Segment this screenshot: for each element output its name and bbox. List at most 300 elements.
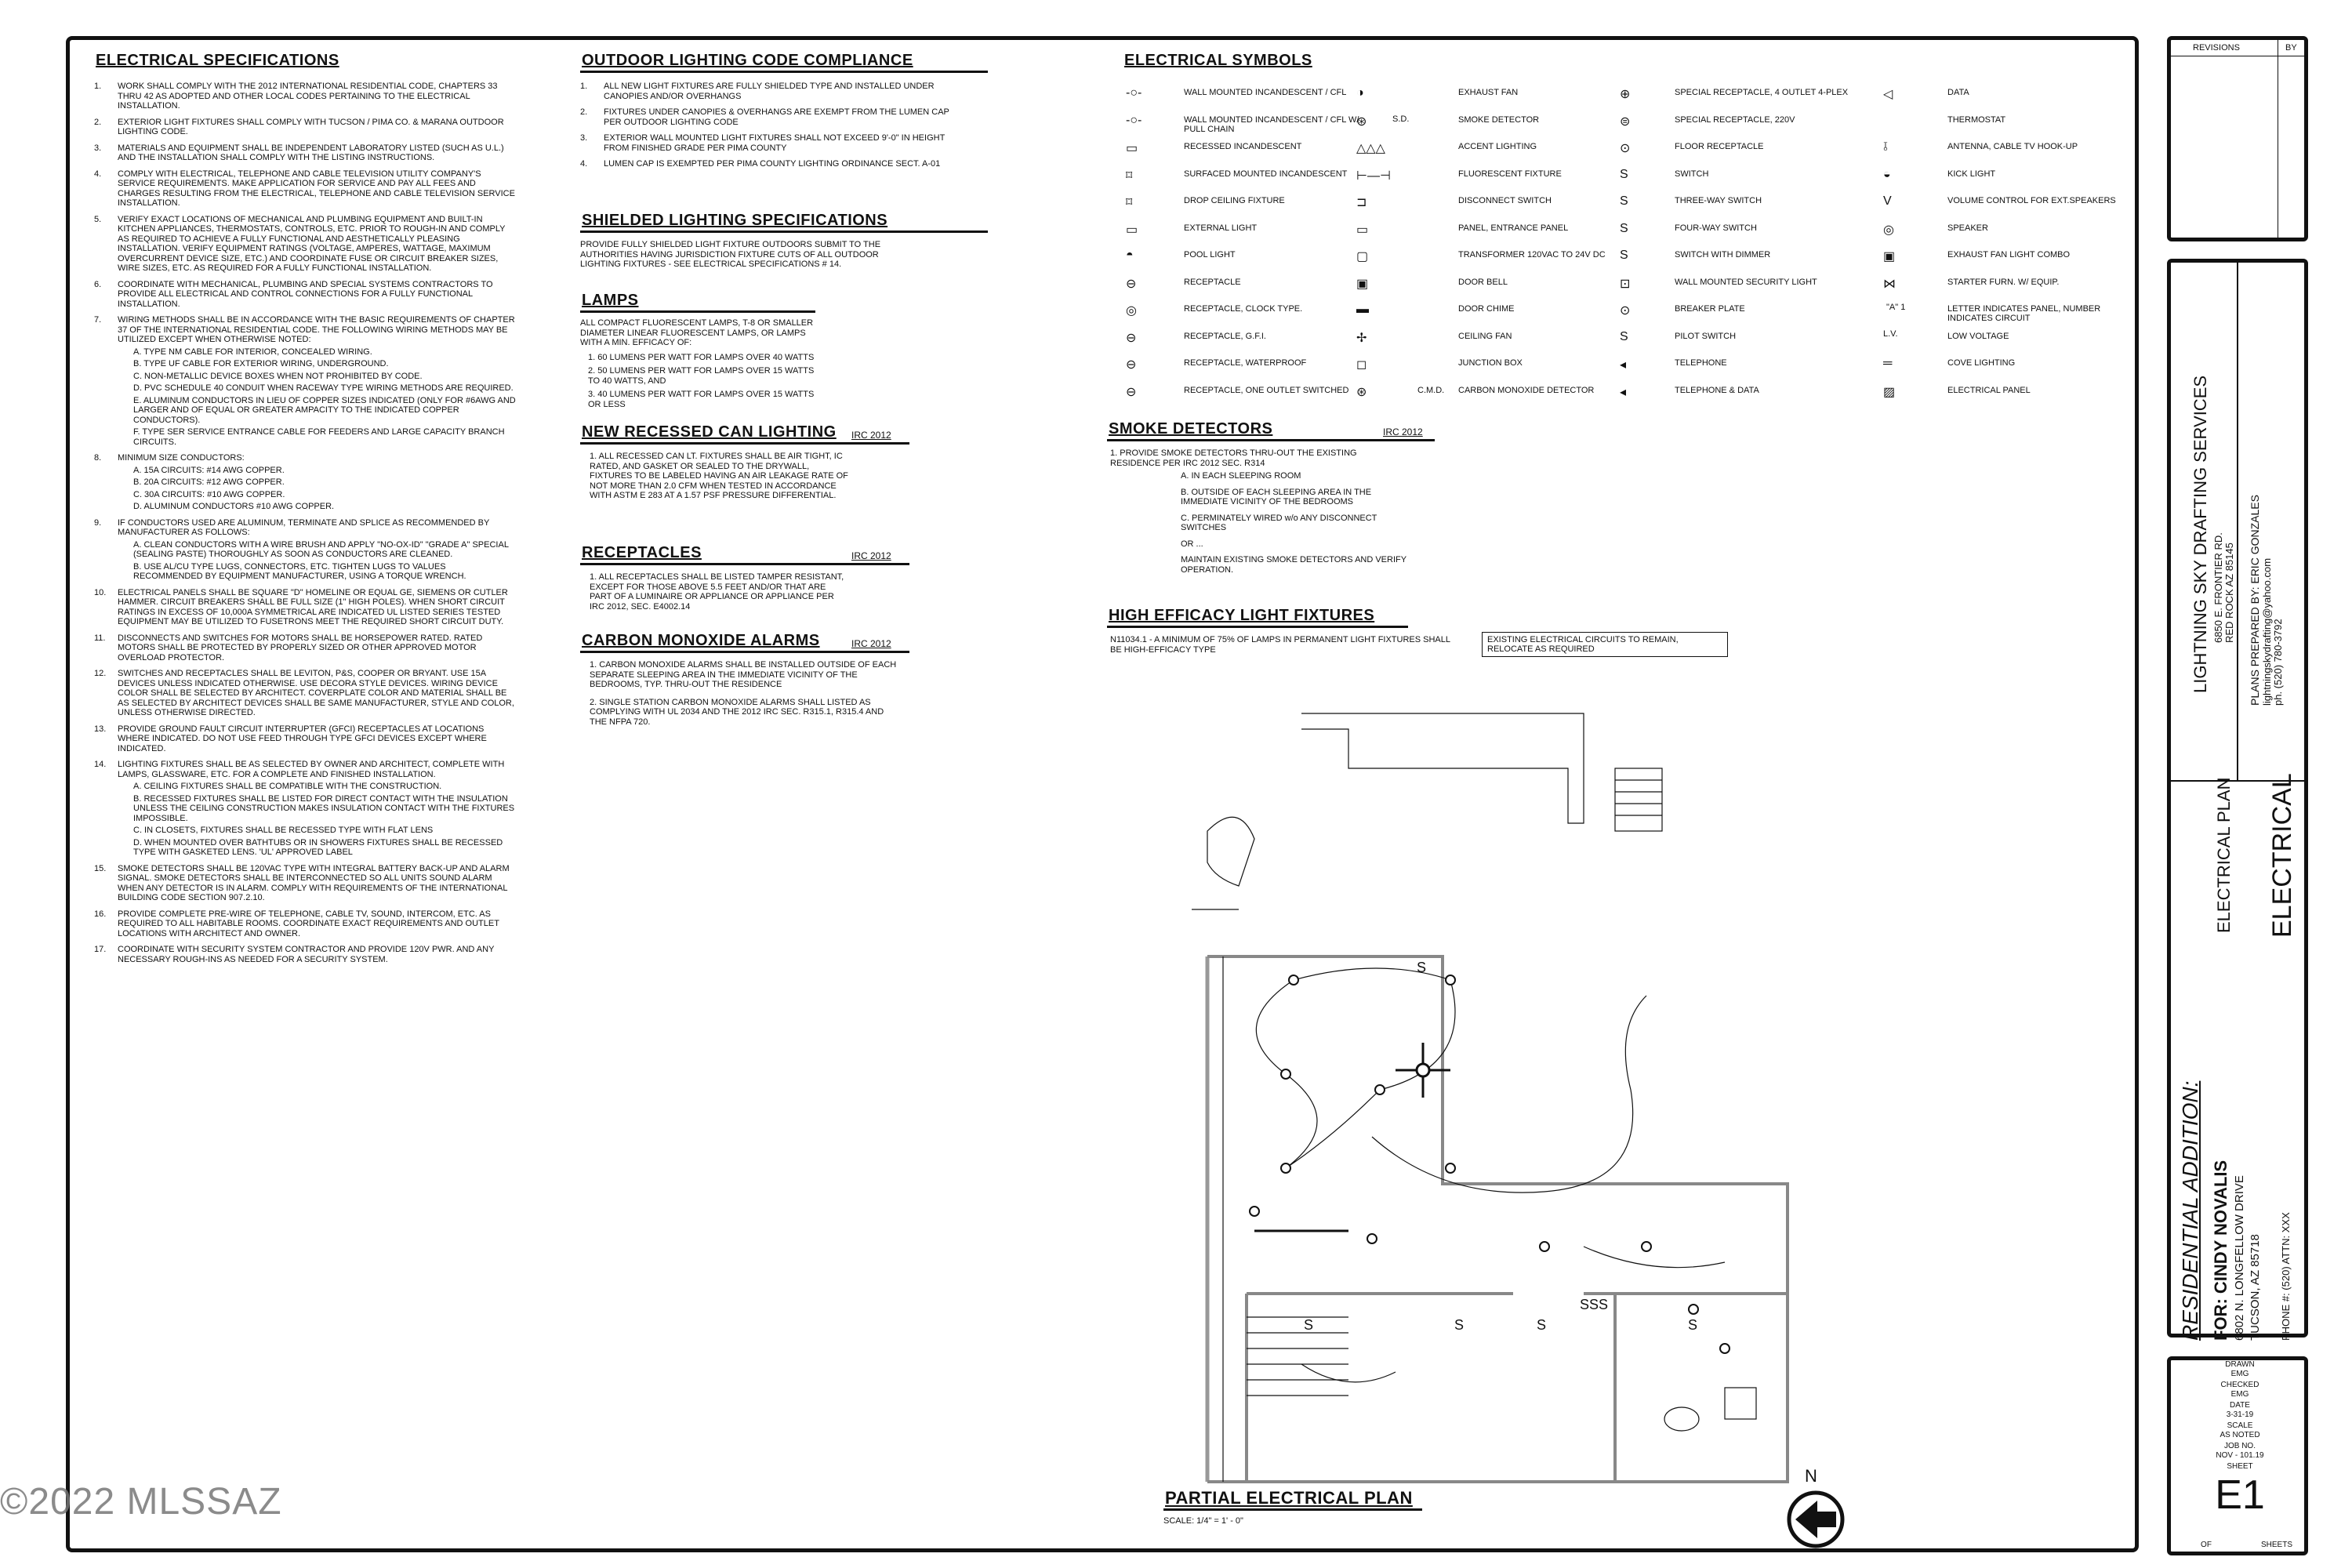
- spec-subitem: E. ALUMINUM CONDUCTORS IN LIEU OF COPPER SIZES INDICATED (ONLY FOR #6AWG AND LARGER AND OF EQUAL OR GREATER AMPACITY TO THE INDICATED COPPER CONDUCTORS).: [133, 395, 516, 425]
- smoke-item: A. IN EACH SLEEPING ROOM: [1181, 471, 1301, 481]
- plan-title: PARTIAL ELECTRICAL PLAN: [1165, 1488, 1413, 1508]
- col1-glyph-icon: ⊖: [1126, 277, 1137, 291]
- spec-subitem: F. TYPE SER SERVICE ENTRANCE CABLE FOR FEEDERS AND LARGE CAPACITY BRANCH CIRCUITS.: [133, 427, 505, 447]
- spec-body: [118, 280, 517, 310]
- col3-glyph-icon: S: [1620, 329, 1628, 343]
- spec-item: [94, 518, 517, 582]
- drawn-label: DRAWN: [2225, 1360, 2255, 1369]
- spec-body: [118, 143, 517, 163]
- col3-glyph-icon: S: [1620, 249, 1628, 262]
- col3-label: WALL MOUNTED SECURITY LIGHT: [1675, 277, 1817, 287]
- spec-subitem: B. RECESSED FIXTURES SHALL BE LISTED FOR DIRECT CONTACT WITH THE INSULATION UNLESS THE CEILING CONSTRUCTION MAKES INSULATION CONTACT WITH THE FIXTURES IMPOSSIBLE.: [133, 793, 515, 823]
- col3-label: FOUR-WAY SWITCH: [1675, 223, 1757, 233]
- spec-text: VERIFY EXACT LOCATIONS OF MECHANICAL AND PLUMBING EQUIPMENT AND BUILT-IN KITCHEN APPLIANCES, THERMOSTATS, CONTROLS, ETC. PRIOR TO ROUGH-IN AND COMPLY AS REQUIRED TO ACHIEVE A FULLY FUNCTIONAL AND AESTHETICALLY PLEASING INSTALLATION. VERIFY EQUIPMENT RATINGS (VOLTAGE, AMPERES, WATTAGE, MAXIMUM OVERCURRENT DEVICE SIZE, ETC.) AND COORDINATE FUSE OR CIRCUIT BREAKER SIZES, WIRE SIZES, ETC. AS REQUIRED FOR A FULLY FUNCTIONAL INSTALLATION.: [118, 214, 506, 273]
- col2-glyph-icon: ⊐: [1356, 196, 1367, 209]
- tb-vertical-divider: [2237, 263, 2238, 780]
- spec-number: 3.: [94, 143, 102, 153]
- col2-label: CEILING FAN: [1458, 331, 1512, 341]
- outdoor-lighting-rule: [580, 71, 988, 73]
- spec-text: COORDINATE WITH MECHANICAL, PLUMBING AND SPECIAL SYSTEMS CONTRACTORS TO PROVIDE ALL ELECTRICAL AND CONTROL CONNECTIONS FOR A FULLY FUNCTIONAL INSTALLATION.: [118, 279, 493, 309]
- scale-value: AS NOTED: [2220, 1431, 2260, 1439]
- watermark: ©2022 MLSSAZ: [0, 1481, 282, 1523]
- company-phone: ph. (520) 780-3792: [2272, 619, 2284, 706]
- client-address-2: TUCSON, AZ 85718: [2249, 1234, 2262, 1341]
- col1-glyph-icon: -○-: [1126, 113, 1142, 127]
- lamps-title: LAMPS: [582, 292, 639, 309]
- col3-glyph-icon: ⊕: [1620, 88, 1631, 101]
- col4-label: SPEAKER: [1947, 223, 1988, 233]
- col2-glyph-icon: ⊢—⊣: [1356, 169, 1391, 183]
- client-name: FOR: CINDY NOVALIS: [2211, 1160, 2230, 1341]
- col1-glyph-icon: ▭: [1126, 223, 1138, 237]
- stair-top: [1615, 768, 1662, 831]
- spec-number: 5.: [94, 214, 102, 224]
- spec-subitem: B. USE AL/CU TYPE LUGS, CONNECTORS, ETC. TIGHTEN LUGS TO VALUES RECOMMENDED BY EQUIPMENT MANUFACTURER, USING A TORQUE WRENCH.: [133, 561, 466, 581]
- col4-label: STARTER FURN. W/ EQUIP.: [1947, 277, 2060, 287]
- spec-body: [118, 864, 517, 903]
- col1-label: SURFACED MOUNTED INCANDESCENT: [1184, 169, 1348, 179]
- of-label: OF: [2201, 1541, 2212, 1549]
- lamps-item: 3. 40 LUMENS PER WATT FOR LAMPS OVER 15 WATTS OR LESS: [588, 390, 815, 409]
- spec-item: [94, 669, 517, 718]
- date-label: DATE: [2230, 1401, 2250, 1410]
- lamps-item: 2. 50 LUMENS PER WATT FOR LAMPS OVER 15 WATTS TO 40 WATTS, AND: [588, 366, 815, 386]
- recessed-rule: [580, 442, 909, 445]
- col3-glyph-icon: S: [1620, 194, 1628, 208]
- col4-glyph-icon: ◁: [1883, 88, 1893, 101]
- lamps-intro: ALL COMPACT FLUORESCENT LAMPS, T-8 OR SMALLER DIAMETER LINEAR FLUORESCENT LAMPS, OR LAMPS WITH A MIN. EFFICACY OF:: [580, 318, 814, 347]
- spec-subitem: A. 15A CIRCUITS: #14 AWG COPPER.: [133, 465, 285, 475]
- list-item: [580, 159, 964, 169]
- list-item: [580, 107, 964, 127]
- smoke-item: MAINTAIN EXISTING SMOKE DETECTORS AND VERIFY OPERATION.: [1181, 555, 1406, 575]
- col3-label: PILOT SWITCH: [1675, 331, 1737, 341]
- col3-label: SWITCH WITH DIMMER: [1675, 250, 1771, 260]
- spec-number: 12.: [94, 669, 107, 678]
- spec-number: 11.: [94, 633, 106, 643]
- col2-label: CARBON MONOXIDE DETECTOR: [1458, 385, 1595, 395]
- col4-glyph-icon: ▣: [1883, 250, 1896, 263]
- col1-label: RECEPTACLE, ONE OUTLET SWITCHED: [1184, 385, 1349, 395]
- spec-number: 2.: [94, 117, 102, 127]
- spec-text: SMOKE DETECTORS SHALL BE 120VAC TYPE WITH INTEGRAL BATTERY BACK-UP AND ALARM SIGNAL. SMOKE DETECTORS SHALL BE INTERCONNECTED SO ALL UNITS SOUND ALARM WHEN ANY DETECTOR IS IN ALARM. COMPLY WITH REQUIREMENTS OF THE INTERNATIONAL BUILDING CODE SECTION 907.2.10.: [118, 863, 510, 902]
- col1-label: RECEPTACLE, G.F.I.: [1184, 331, 1266, 341]
- spec-subitem: B. TYPE UF CABLE FOR EXTERIOR WIRING, UNDERGROUND.: [133, 359, 389, 368]
- spec-text: PROVIDE GROUND FAULT CIRCUIT INTERRUPTER (GFCI) RECEPTACLES AT LOCATIONS WHERE INDICATED. DO NOT USE FEED THROUGH TYPE GFCI DEVICES EXCEPT WHERE INDICATED.: [118, 724, 487, 753]
- col3-label: SPECIAL RECEPTACLE, 220V: [1675, 114, 1795, 125]
- drawn-value: EMG: [2230, 1370, 2249, 1378]
- col1-label: RECEPTACLE, CLOCK TYPE.: [1184, 304, 1303, 314]
- switch-label: S: [1417, 960, 1427, 975]
- receptacles-text: [590, 572, 848, 615]
- spec-subitem: A. CLEAN CONDUCTORS WITH A WIRE BRUSH AND APPLY "NO-OX-ID" "GRADE A" SPECIAL (SEALING PASTE) THOROUGHLY AS SOON AS CONDUCTORS ARE CLEANED.: [133, 539, 509, 559]
- spiral-stair: [1207, 817, 1254, 886]
- sheets-label: SHEETS: [2260, 1541, 2292, 1549]
- client-address-1: 6802 N. LONGFELLOW DRIVE: [2233, 1175, 2246, 1341]
- col3-glyph-icon: ⊜: [1620, 114, 1631, 129]
- outdoor-lighting-title: OUTDOOR LIGHTING CODE COMPLIANCE: [582, 52, 913, 69]
- revisions-block: [2167, 36, 2308, 241]
- spec-item: [94, 453, 517, 512]
- switch-label: S: [1688, 1317, 1698, 1333]
- spec-body: [118, 518, 517, 582]
- receptacles-paragraph: 1. ALL RECEPTACLES SHALL BE LISTED TAMPER RESISTANT, EXCEPT FOR THOSE ABOVE 5.5 FEET AND/OR THAT ARE PART OF A LUMINAIRE OR APPLIANCE OR APPLIANCE PER IRC 2012, SEC. E4002.14: [590, 572, 844, 612]
- col2-label: PANEL, ENTRANCE PANEL: [1458, 223, 1569, 233]
- col3-glyph-icon: ⊡: [1620, 277, 1631, 291]
- list-item: [580, 133, 964, 153]
- plan-scale: SCALE: 1/4" = 1' - 0": [1163, 1516, 1243, 1526]
- sheet-number: E1: [2215, 1472, 2265, 1518]
- col2-glyph-icon: ▣: [1356, 277, 1369, 291]
- by-label: BY: [2285, 43, 2297, 53]
- spec-subitem: A. CEILING FIXTURES SHALL BE COMPATIBLE WITH THE CONSTRUCTION.: [133, 782, 442, 791]
- spec-number: 14.: [94, 760, 107, 769]
- sink: [1725, 1388, 1756, 1419]
- stair-treads: [1247, 1317, 1348, 1396]
- partial-electrical-plan: [1145, 698, 1803, 1529]
- switch-label: S: [1454, 1317, 1465, 1333]
- spec-text: COMPLY WITH ELECTRICAL, TELEPHONE AND CABLE TELEVISION UTILITY COMPANY'S SERVICE REQUIREMENTS. MAKE APPLICATION FOR SERVICE AND PAY ALL FEES AND CHARGES RESULTING FROM THE ELECTRICAL, TELEPHONE AND CABLE TELEVISION SERVICE INSTALLATION.: [118, 169, 515, 208]
- smoke-item: OR ...: [1181, 539, 1203, 549]
- col4-label: VOLUME CONTROL FOR EXT.SPEAKERS: [1947, 196, 2116, 205]
- col2-glyph-icon: ⊛: [1356, 114, 1367, 129]
- spec-items: [94, 82, 517, 964]
- existing-outline: [1301, 713, 1584, 823]
- spec-item: [94, 118, 517, 137]
- company-email: lightningskydrafting@yahoo.com: [2261, 557, 2273, 706]
- spec-item: [94, 215, 517, 274]
- receptacles-code: IRC 2012: [851, 550, 891, 561]
- shielded-paragraph: PROVIDE FULLY SHIELDED LIGHT FIXTURE OUTDOORS SUBMIT TO THE AUTHORITIES HAVING JURISDICTION FIXTURE CUTS OF ALL OUTDOOR LIGHTING FIXTURES - SEE ELECTRICAL SPECIFICATIONS # 14.: [580, 240, 881, 269]
- col1-label: RECESSED INCANDESCENT: [1184, 142, 1302, 151]
- spec-item: [94, 280, 517, 310]
- col3-label: THREE-WAY SWITCH: [1675, 196, 1762, 205]
- col2-label: DOOR BELL: [1458, 277, 1508, 287]
- smoke-block: [1110, 448, 1408, 581]
- list-text: ALL NEW LIGHT FIXTURES ARE FULLY SHIELDED TYPE AND INSTALLED UNDER CANOPIES AND/OR OVERHANGS: [604, 82, 935, 101]
- addition-walls: [1207, 956, 1788, 1482]
- spec-number: 9.: [94, 517, 102, 528]
- north-arrow-icon: [1786, 1490, 1846, 1549]
- list-text: LUMEN CAP IS EXEMPTED PER PIMA COUNTY LIGHTING ORDINANCE SECT. A-01: [604, 159, 941, 169]
- spec-subitem: D. ALUMINUM CONDUCTORS #10 AWG COPPER.: [133, 502, 335, 511]
- spec-number: 7.: [94, 315, 102, 325]
- job-value: NOV - 101.19: [2216, 1451, 2264, 1460]
- col3-label: TELEPHONE & DATA: [1675, 385, 1759, 395]
- spec-subitem: B. 20A CIRCUITS: #12 AWG COPPER.: [133, 477, 285, 487]
- spec-body: [118, 169, 517, 209]
- spec-body: [118, 588, 517, 627]
- col4-glyph-icon: ▨: [1883, 385, 1896, 399]
- sheet-info-block: [2167, 1356, 2308, 1555]
- spec-body: [118, 118, 517, 137]
- spec-text: IF CONDUCTORS USED ARE ALUMINUM, TERMINATE AND SPLICE AS RECOMMENDED BY MANUFACTURER AS FOLLOWS:: [118, 517, 490, 537]
- spec-text: COORDINATE WITH SECURITY SYSTEM CONTRACTOR AND PROVIDE 120V PWR. AND ANY NECESSARY ROUGH-INS AS NEEDED FOR A SECURITY SYSTEM.: [118, 945, 495, 964]
- co-alarms-rule: [580, 651, 909, 653]
- col4-label: THERMOSTAT: [1947, 114, 2006, 125]
- list-number: 4.: [580, 159, 588, 169]
- spec-item: [94, 588, 517, 627]
- spec-text: MINIMUM SIZE CONDUCTORS:: [118, 453, 245, 463]
- col2-glyph-icon: ▢: [1356, 250, 1369, 263]
- col3-glyph-icon: ⊙: [1620, 142, 1631, 155]
- col2-glyph-icon: ◑: [1356, 86, 1364, 100]
- col4-label: ANTENNA, CABLE TV HOOK-UP: [1947, 142, 2078, 151]
- plan-title-rule: [1163, 1508, 1422, 1511]
- receptacles-title: RECEPTACLES: [582, 544, 702, 561]
- spec-number: 8.: [94, 453, 102, 463]
- switch-label: S: [1304, 1317, 1314, 1333]
- smoke-rule: [1107, 439, 1435, 441]
- revisions-header: [2171, 40, 2304, 56]
- spec-item: [94, 82, 517, 111]
- symbol-tag: L.V.: [1883, 329, 1898, 339]
- spec-item: [94, 945, 517, 964]
- company-address-2: RED ROCK AZ 85145: [2223, 543, 2235, 643]
- col1-glyph-icon: ⊖: [1126, 331, 1137, 345]
- col2-glyph-icon: ⊛: [1356, 385, 1367, 399]
- spec-body: [118, 633, 517, 663]
- spec-item: [94, 143, 517, 163]
- col1-glyph-icon: ◓: [1126, 249, 1134, 262]
- switch-labels: [1304, 960, 1697, 1333]
- col1-glyph-icon: ◎: [1126, 304, 1137, 318]
- col1-label: POOL LIGHT: [1184, 250, 1236, 260]
- sheet-label: SHEET: [2227, 1462, 2253, 1471]
- col4-label: KICK LIGHT: [1947, 169, 1996, 179]
- recessed-paragraph: 1. ALL RECESSED CAN LT. FIXTURES SHALL BE AIR TIGHT, IC RATED, AND GASKET OR SEALED TO THE DRYWALL, FIXTURES TO BE LABELED HAVING AN AIR LEAKAGE RATE OF NOT MORE THAN 2.0 CFM WHEN TESTED IN ACCORDANCE WITH ASTM E 283 AT A 1.57 PSF PRESSURE DIFFERENTIAL.: [590, 452, 848, 500]
- col2-label: SMOKE DETECTOR: [1458, 114, 1540, 125]
- revisions-label: REVISIONS: [2193, 43, 2240, 53]
- job-label: JOB NO.: [2223, 1442, 2256, 1450]
- switch-label: S: [1537, 1317, 1547, 1333]
- col1-glyph-icon: ⌑: [1126, 196, 1133, 209]
- spec-number: 6.: [94, 279, 102, 289]
- electrical-specifications-title: ELECTRICAL SPECIFICATIONS: [96, 52, 339, 69]
- spec-number: 4.: [94, 169, 102, 179]
- col2-label: TRANSFORMER 120VAC TO 24V DC: [1458, 250, 1606, 260]
- project-title: RESIDENTIAL ADDITION:: [2178, 1080, 2202, 1341]
- shielded-text: [580, 240, 917, 273]
- spec-body: [118, 315, 517, 447]
- category-spacer: [2266, 939, 2297, 942]
- sheet-category: ELECTRICAL: [2267, 773, 2297, 938]
- spec-item: [94, 864, 517, 903]
- spec-text: SWITCHES AND RECEPTACLES SHALL BE LEVITON, P&S, COOPER OR BRYANT. USE 15A DEVICES UNLESS INDICATED OTHERWISE. USE DECORA STYLE DEVICES. WIRING DEVICE COLOR SHALL BE SELECTED BY ARCHITECT. COVERPLATE COLOR AND MATERIAL SHALL BE AS SELECTED BY ARCHITECT DEVICES SHALL BE SAME MANUFACTURER, STYLE AND COLOR, UNLESS OTHERWISE DIRECTED.: [118, 669, 514, 717]
- col2-label: ACCENT LIGHTING: [1458, 142, 1537, 151]
- outdoor-lighting-list: [580, 82, 964, 176]
- spec-body: [118, 724, 517, 754]
- spec-number: 17.: [94, 945, 107, 954]
- col2-glyph-icon: ◻: [1356, 358, 1367, 372]
- col1-glyph-icon: ⌑: [1126, 169, 1133, 183]
- symbol-tag: "A" 1: [1886, 303, 1906, 312]
- col3-glyph-icon: ◂: [1620, 358, 1627, 372]
- toilet: [1664, 1407, 1699, 1431]
- list-text: EXTERIOR WALL MOUNTED LIGHT FIXTURES SHALL NOT EXCEED 9'-0" IN HEIGHT FROM FINISHED GRADE PER PIMA COUNTY: [604, 133, 946, 153]
- high-efficacy-rule: [1107, 626, 1408, 628]
- spec-item: [94, 633, 517, 663]
- col2-label: DOOR CHIME: [1458, 304, 1515, 314]
- date-value: 3-31-19: [2226, 1410, 2254, 1419]
- spec-text: PROVIDE COMPLETE PRE-WIRE OF TELEPHONE, CABLE TV, SOUND, INTERCOM, ETC. AS REQUIRED TO ALL HABITABLE ROOMS. COORDINATE EXACT REQUIREMENTS AND OUTLET LOCATIONS WITH ARCHITECT AND OWNER.: [118, 909, 499, 938]
- circuit-3: [1584, 1247, 1725, 1268]
- col4-label: DATA: [1947, 88, 1969, 97]
- spec-item: [94, 724, 517, 754]
- col2-label: FLUORESCENT FIXTURE: [1458, 169, 1562, 179]
- col3-label: SPECIAL RECEPTACLE, 4 OUTLET 4-PLEX: [1675, 88, 1849, 97]
- col2-glyph-icon: ▭: [1356, 223, 1369, 237]
- spec-text: EXTERIOR LIGHT FIXTURES SHALL COMPLY WITH TUCSON / PIMA CO. & MARANA OUTDOOR LIGHTING CODE.: [118, 117, 504, 136]
- col3-glyph-icon: S: [1620, 221, 1628, 235]
- spec-body: [118, 909, 517, 939]
- col4-label: LETTER INDICATES PANEL, NUMBER INDICATES CIRCUIT: [1947, 304, 2101, 323]
- col3-glyph-icon: S: [1620, 167, 1628, 181]
- smoke-code: IRC 2012: [1383, 426, 1423, 437]
- client-phone: PHONE #: (520) ATTN: XXX: [2280, 1212, 2292, 1341]
- smoke-item: B. OUTSIDE OF EACH SLEEPING AREA IN THE IMMEDIATE VICINITY OF THE BEDROOMS: [1181, 487, 1372, 506]
- list-text: FIXTURES UNDER CANOPIES & OVERHANGS ARE EXEMPT FROM THE LUMEN CAP PER OUTDOOR LIGHTING CODE: [604, 107, 949, 127]
- col1-label: DROP CEILING FIXTURE: [1184, 196, 1285, 205]
- circuit-2: [1372, 996, 1646, 1192]
- symbol-tag: C.M.D.: [1417, 386, 1445, 395]
- high-efficacy-text: [1110, 635, 1455, 658]
- spec-body: [118, 215, 517, 274]
- co-item: 1. CARBON MONOXIDE ALARMS SHALL BE INSTALLED OUTSIDE OF EACH SEPARATE SLEEPING AREA IN THE IMMEDIATE VICINITY OF THE BEDROOMS, TYP. THRU-OUT THE RESIDENCE: [590, 660, 897, 689]
- col2-label: JUNCTION BOX: [1458, 358, 1523, 368]
- col1-label: WALL MOUNTED INCANDESCENT / CFL: [1184, 88, 1347, 97]
- receptacles-rule: [580, 563, 909, 565]
- co-alarms-code: IRC 2012: [851, 638, 891, 649]
- symbols-title: ELECTRICAL SYMBOLS: [1124, 52, 1312, 69]
- recessed-code: IRC 2012: [851, 430, 891, 441]
- spec-subitem: D. PVC SCHEDULE 40 CONDUIT WHEN RACEWAY TYPE WIRING METHODS ARE REQUIRED.: [133, 383, 514, 393]
- recessed-title: NEW RECESSED CAN LIGHTING: [582, 423, 837, 441]
- north-label: N: [1805, 1466, 1817, 1486]
- checked-value: EMG: [2230, 1390, 2249, 1399]
- col1-glyph-icon: ⊖: [1126, 358, 1137, 372]
- recessed-text: [590, 452, 848, 504]
- col1-label: RECEPTACLE, WATERPROOF: [1184, 358, 1307, 368]
- sheet-title: ELECTRICAL PLAN: [2214, 777, 2234, 933]
- co-alarms-title: CARBON MONOXIDE ALARMS: [582, 632, 820, 649]
- smoke-intro: 1. PROVIDE SMOKE DETECTORS THRU-OUT THE EXISTING RESIDENCE PER IRC 2012 SEC. R314: [1110, 448, 1357, 468]
- scale-label: SCALE: [2227, 1421, 2253, 1430]
- prepared-by: PLANS PREPARED BY: ERIC GONZALES: [2249, 495, 2261, 706]
- col4-label: COVE LIGHTING: [1947, 358, 2016, 368]
- symbol-tag: S.D.: [1392, 114, 1410, 124]
- lamps-rule: [580, 310, 815, 313]
- co-alarms-list: [590, 660, 903, 735]
- col4-glyph-icon: ═: [1883, 357, 1893, 370]
- spec-text: WORK SHALL COMPLY WITH THE 2012 INTERNATIONAL RESIDENTIAL CODE, CHAPTERS 33 THRU 42 AS ADOPTED AND OTHER LOCAL CODES PERTAINING TO THE ELECTRICAL INSTALLATION.: [118, 82, 498, 111]
- col4-glyph-icon: ◒: [1883, 167, 1891, 181]
- spec-body: [118, 82, 517, 111]
- spec-subitem: C. IN CLOSETS, FIXTURES SHALL BE RECESSED TYPE WITH FLAT LENS: [133, 826, 434, 835]
- spec-body: [118, 453, 334, 512]
- spec-text: MATERIALS AND EQUIPMENT SHALL BE INDEPENDENT LABORATORY LISTED (SUCH AS U.L.) AND THE INSTALLATION SHALL COMPLY WITH THE LISTING INSTRUCTIONS.: [118, 143, 504, 162]
- shielded-rule: [580, 230, 988, 233]
- col2-glyph-icon: △△△: [1356, 142, 1385, 155]
- spec-item: [94, 169, 517, 209]
- col2-label: EXHAUST FAN: [1458, 88, 1519, 97]
- high-efficacy-title: HIGH EFFICACY LIGHT FIXTURES: [1109, 607, 1375, 624]
- spec-item: [94, 909, 517, 939]
- spec-item: [94, 315, 517, 447]
- spec-subitem: A. TYPE NM CABLE FOR INTERIOR, CONCEALED WIRING.: [133, 347, 372, 357]
- col1-glyph-icon: -○-: [1126, 86, 1142, 100]
- lamps-item: 1. 60 LUMENS PER WATT FOR LAMPS OVER 40 WATTS: [588, 352, 815, 362]
- col2-label: DISCONNECT SWITCH: [1458, 196, 1552, 205]
- col3-label: FLOOR RECEPTACLE: [1675, 142, 1764, 151]
- list-number: 2.: [580, 107, 588, 117]
- col4-label: LOW VOLTAGE: [1947, 331, 2009, 341]
- col3-label: SWITCH: [1675, 169, 1709, 179]
- col4-label: ELECTRICAL PANEL: [1947, 385, 2031, 395]
- col2-glyph-icon: ✢: [1356, 331, 1367, 345]
- spec-text: DISCONNECTS AND SWITCHES FOR MOTORS SHALL BE HORSEPOWER RATED. RATED MOTORS SHALL BE PROTECTED BY PROPERLY SIZED OR OTHER APPROVED MOTOR OVERLOAD PROTECTOR.: [118, 633, 483, 662]
- col1-label: WALL MOUNTED INCANDESCENT / CFL W/ PULL CHAIN: [1184, 114, 1359, 134]
- col4-glyph-icon: ◎: [1883, 223, 1894, 237]
- col2-glyph-icon: ▬: [1356, 303, 1369, 316]
- smoke-items: [1110, 471, 1408, 575]
- smoke-item: C. PERMINATELY WIRED w/o ANY DISCONNECT SWITCHES: [1181, 513, 1377, 532]
- spec-text: WIRING METHODS SHALL BE IN ACCORDANCE WITH THE BASIC REQUIREMENTS OF CHAPTER 37 OF THE INTERNATIONAL RESIDENTIAL CODE. THE FOLLOWING WIRING METHODS MAY BE UTILIZED EXCEPT WHEN OTHERWISE NOTED:: [118, 315, 515, 344]
- spec-number: 1.: [94, 82, 102, 91]
- company-name: LIGHTNING SKY DRAFTING SERVICES: [2190, 375, 2210, 693]
- col1-glyph-icon: ⊖: [1126, 385, 1137, 399]
- list-number: 1.: [580, 82, 588, 91]
- spec-body: [118, 945, 517, 964]
- existing-circuits-note: EXISTING ELECTRICAL CIRCUITS TO REMAIN, RELOCATE AS REQUIRED: [1482, 632, 1728, 657]
- col3-glyph-icon: ⊙: [1620, 304, 1631, 318]
- spec-body: [118, 760, 517, 858]
- spec-body: [118, 669, 517, 718]
- smoke-title: SMOKE DETECTORS: [1109, 420, 1273, 437]
- high-efficacy-paragraph: N11034.1 - A MINIMUM OF 75% OF LAMPS IN PERMANENT LIGHT FIXTURES SHALL BE HIGH-EFFICACY TYPE: [1110, 635, 1450, 655]
- co-item: 2. SINGLE STATION CARBON MONOXIDE ALARMS SHALL LISTED AS COMPLYING WITH UL 2034 AND THE 2012 IRC SEC. R315.1, R315.4 AND THE NFPA 720.: [590, 697, 884, 727]
- spec-subitem: C. 30A CIRCUITS: #10 AWG COPPER.: [133, 489, 285, 499]
- checked-label: CHECKED: [2220, 1381, 2259, 1389]
- col1-glyph-icon: ▭: [1126, 142, 1138, 155]
- list-number: 3.: [580, 133, 588, 143]
- col3-label: TELEPHONE: [1675, 358, 1727, 368]
- shielded-title: SHIELDED LIGHTING SPECIFICATIONS: [582, 212, 888, 229]
- spec-number: 16.: [94, 909, 107, 919]
- spec-subitem: D. WHEN MOUNTED OVER BATHTUBS OR IN SHOWERS FIXTURES SHALL BE RECESSED TYPE WITH GASKETED LENS. 'UL' APPROVED LABEL: [133, 837, 503, 857]
- col1-label: EXTERNAL LIGHT: [1184, 223, 1258, 233]
- list-item: [580, 82, 964, 101]
- spec-number: 13.: [94, 724, 107, 734]
- col1-label: RECEPTACLE: [1184, 277, 1241, 287]
- col4-glyph-icon: V: [1883, 194, 1892, 208]
- spec-text: LIGHTING FIXTURES SHALL BE AS SELECTED BY OWNER AND ARCHITECT, COMPLETE WITH LAMPS, GLASSWARE, ETC. FOR A COMPLETE AND FINISHED INSTALLATION.: [118, 760, 505, 779]
- col4-label: EXHAUST FAN LIGHT COMBO: [1947, 250, 2071, 260]
- electrical-specifications-list: [94, 82, 517, 971]
- col4-glyph-icon: ⋈: [1883, 277, 1896, 291]
- spec-subitem: C. NON-METALLIC DEVICE BOXES WHEN NOT PROHIBITED BY CODE.: [133, 371, 423, 381]
- company-address-1: 6850 E. FRONTIER RD.: [2212, 532, 2224, 643]
- col3-glyph-icon: ◂: [1620, 385, 1627, 399]
- col3-label: BREAKER PLATE: [1675, 304, 1745, 314]
- switch-label: SSS: [1580, 1297, 1609, 1312]
- col4-glyph-icon: ⫱: [1883, 140, 1888, 154]
- spec-number: 10.: [94, 587, 107, 597]
- spec-text: ELECTRICAL PANELS SHALL BE SQUARE "D" HOMELINE OR EQUAL GE, SIEMENS OR CUTLER HAMMER. CIRCUIT BREAKERS SHALL BE FULL SIZE (1" HIGH POLES). WHEN SHORT CIRCUIT RATINGS IN EXCESS OF 10,000A SYMMETRICAL ARE INDICATED UL LISTED SERIES TESTED EQUIPMENT MAY BE UTILIZED TO FUSETRONS MEET THE REQUIRED SHORT CIRCUIT DUTY.: [118, 587, 508, 626]
- spec-item: [94, 760, 517, 858]
- lamps-list: [580, 318, 823, 413]
- spec-number: 15.: [94, 863, 107, 873]
